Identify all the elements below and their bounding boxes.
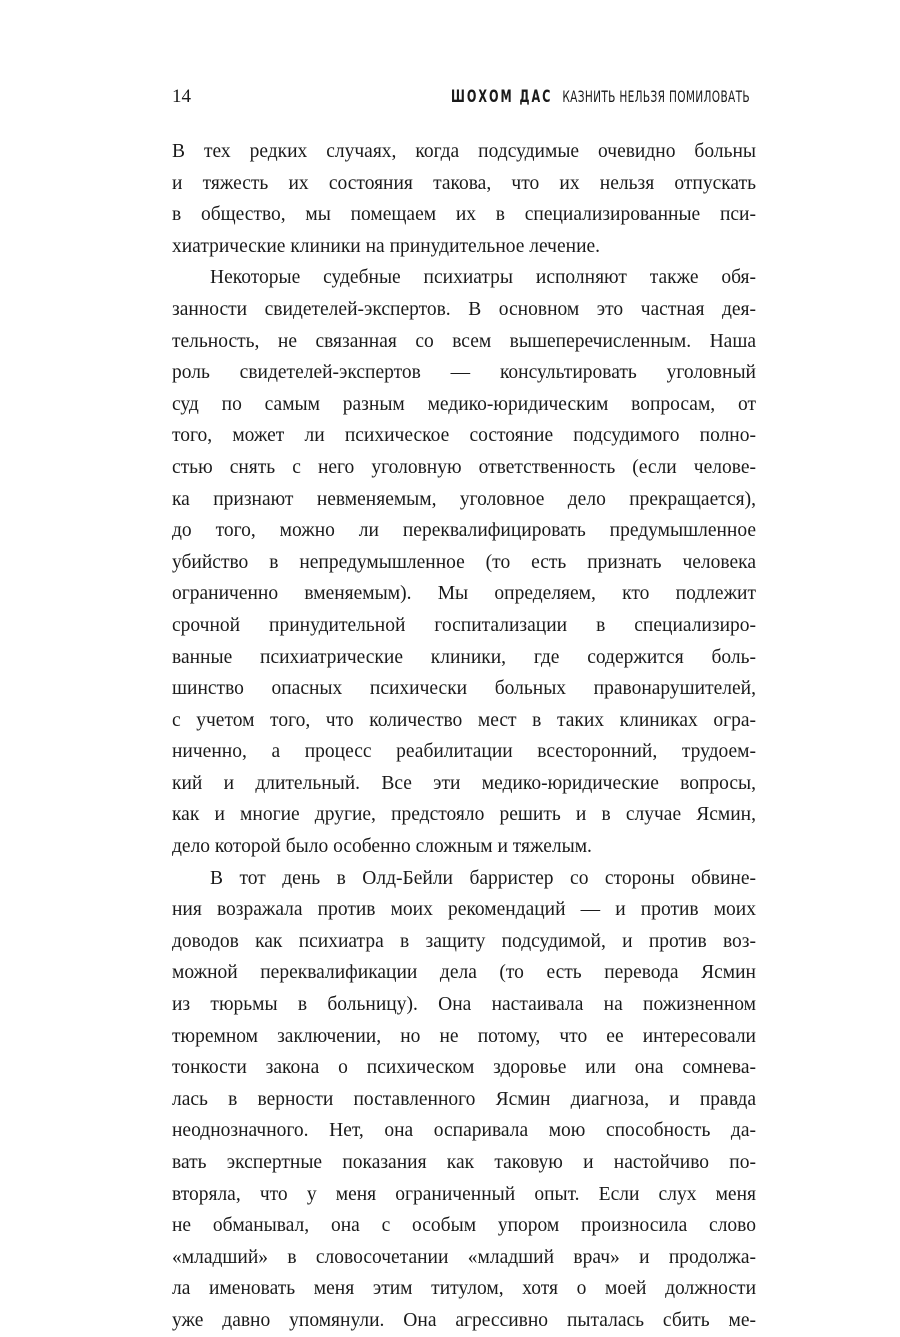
text-line: ния возражала против моих рекомендаций — и против моих — [172, 899, 756, 921]
text-line: и тяжесть их состояния такова, что их нельзя отпускать — [172, 172, 756, 194]
text-line: вать экспертные показания как таковую и настойчиво по- — [172, 1152, 756, 1173]
text-line: доводов как психиатра в защиту подсудимой, и против воз- — [172, 930, 756, 952]
body-text — [172, 136, 756, 1337]
text-line: ла именовать меня этим титулом, хотя о моей должности — [172, 1278, 756, 1300]
text-line: тельность, не связанная со всем вышеперечисленным. Наша — [172, 330, 756, 352]
text-line: ниченно, а процесс реабилитации всесторонний, трудоем- — [172, 741, 756, 763]
text-line: в общество, мы помещаем их в специализированные пси- — [172, 204, 756, 226]
text-line: дело которой было особенно сложным и тяжелым. — [172, 836, 592, 858]
text-line: срочной принудительной госпитализации в специализиро- — [172, 614, 756, 636]
text-line: занности свидетелей-экспертов. В основном это частная дея- — [172, 298, 756, 320]
text-line: из тюрьмы в больницу). Она настаивала на пожизненном — [172, 994, 756, 1016]
text-line: можной переквалификации дела (то есть перевода Ясмин — [172, 962, 756, 984]
text-line: В тот день в Олд-Бейли барристер со стороны обвине- — [210, 867, 756, 889]
text-line: до того, можно ли переквалифицировать предумышленное — [172, 520, 756, 542]
text-line: вторяла, что у меня ограниченный опыт. Если слух меня — [172, 1183, 756, 1205]
text-line: шинство опасных психически больных правонарушителей, — [172, 678, 756, 700]
paragraph — [172, 136, 756, 262]
text-line: того, может ли психическое состояние подсудимого полно- — [172, 425, 756, 447]
page-number: 14 — [172, 86, 191, 107]
header-author: ШОХОМ ДАС — [451, 87, 553, 107]
text-line: не обманывал, она с особым упором произносила слово — [172, 1215, 756, 1237]
text-line: хиатрические клиники на принудительное лечение. — [172, 235, 601, 257]
text-line: тонкости закона о психическом здоровье или она сомнева- — [172, 1057, 756, 1079]
text-line: тюремном заключении, но не потому, что ее интересовали — [172, 1025, 756, 1047]
text-line: уже давно упомянули. Она агрессивно пыталась сбить ме- — [172, 1309, 756, 1331]
text-line: неоднозначного. Нет, она оспаривала мою способность да- — [172, 1120, 756, 1142]
running-header — [451, 86, 750, 108]
text-line: как и многие другие, предстояло решить и в случае Ясмин, — [172, 804, 756, 826]
paragraph — [172, 262, 756, 862]
text-line: стью снять с него уголовную ответственность (если челове- — [172, 456, 756, 478]
text-line: В тех редких случаях, когда подсудимые очевидно больны — [172, 141, 756, 162]
text-line: Некоторые судебные психиатры исполняют также обя- — [210, 267, 756, 289]
text-line: суд по самым разным медико-юридическим вопросам, от — [172, 393, 756, 415]
text-line: ограниченно вменяемым). Мы определяем, кто подлежит — [172, 583, 756, 605]
text-line: лась в верности поставленного Ясмин диагноза, и правда — [172, 1088, 756, 1110]
text-line: «младший» в словосочетании «младший врач» и продолжа- — [172, 1246, 756, 1268]
text-line: с учетом того, что количество мест в таких клиниках огра- — [172, 709, 756, 731]
text-line: ванные психиатрические клиники, где содержится боль- — [172, 646, 756, 668]
text-line: роль свидетелей-экспертов — консультировать уголовный — [172, 362, 756, 384]
paragraph — [172, 863, 756, 1337]
header-book-title: КАЗНИТЬ НЕЛЬЗЯ ПОМИЛОВАТЬ — [562, 87, 750, 106]
text-line: ка признают невменяемым, уголовное дело прекращается), — [172, 488, 756, 510]
text-line: убийство в непредумышленное (то есть признать человека — [172, 551, 756, 573]
text-line: кий и длительный. Все эти медико-юридические вопросы, — [172, 772, 756, 794]
